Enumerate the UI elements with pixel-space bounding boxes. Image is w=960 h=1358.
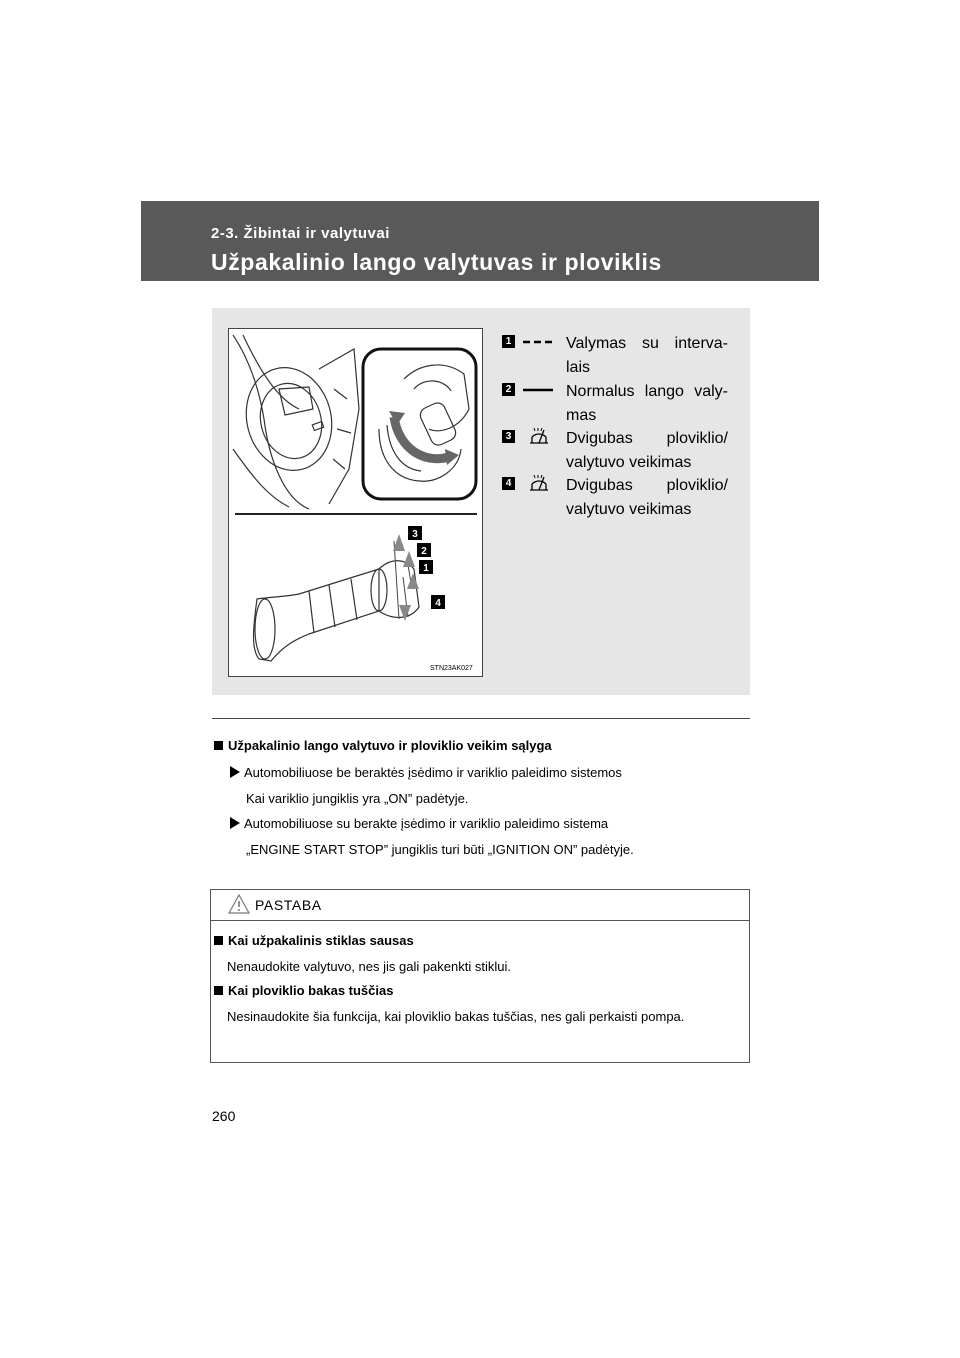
header-band xyxy=(141,201,819,281)
wiper-lever-illustration xyxy=(228,328,483,677)
conditions-heading xyxy=(214,738,552,753)
legend-text: Valymas su interva-lais xyxy=(566,335,728,376)
legend-text: Dvigubas ploviklio/ valytuvo veikimas xyxy=(566,430,728,471)
page-title: Užpakalinio lango valytuvas ir ploviklis xyxy=(211,249,662,275)
legend-number: 3 xyxy=(502,430,515,443)
conditions-heading-text: Užpakalinio lango valytuvo ir ploviklio veikim sąlyga xyxy=(228,738,552,753)
solid-line-normal-icon xyxy=(522,380,554,400)
legend-text: Normalus lango valy-mas xyxy=(566,383,728,424)
notice-heading-1 xyxy=(214,933,414,948)
notice-text-1: Nenaudokite valytuvo, nes jis gali pakenkti stiklui. xyxy=(227,959,511,974)
notice-heading-2 xyxy=(214,983,393,998)
section-divider xyxy=(212,718,750,719)
condition-detail-2: „ENGINE START STOP” jungiklis turi būti „IGNITION ON” padėtyje. xyxy=(246,842,634,857)
callout-3: 3 xyxy=(412,529,418,540)
condition-label: Automobiliuose be beraktės įsėdimo ir variklio paleidimo sistemos xyxy=(244,765,622,780)
washer-wiper-icon xyxy=(522,474,554,494)
legend-number: 1 xyxy=(502,335,515,348)
triangle-bullet-icon xyxy=(230,766,240,778)
condition-detail-1: Kai variklio jungiklis yra „ON” padėtyje. xyxy=(246,791,469,806)
figure-panel xyxy=(212,308,750,695)
notice-heading-text: Kai užpakalinis stiklas sausas xyxy=(228,933,414,948)
illustration-code: STN23AK027 xyxy=(430,665,473,672)
warning-triangle-icon xyxy=(228,894,250,914)
condition-label: Automobiliuose su berakte įsėdimo ir variklio paleidimo sistema xyxy=(244,816,609,831)
triangle-bullet-icon xyxy=(230,817,240,829)
section-label: 2-3. Žibintai ir valytuvai xyxy=(211,225,390,242)
notice-box xyxy=(210,889,750,1063)
square-bullet-icon xyxy=(214,986,223,995)
notice-header xyxy=(211,890,749,921)
page-number: 260 xyxy=(212,1108,236,1124)
callout-4: 4 xyxy=(435,598,441,609)
notice-title: PASTABA xyxy=(255,897,322,913)
washer-wiper-icon xyxy=(522,427,554,447)
condition-item-2 xyxy=(230,816,608,831)
dashed-line-intermittent-icon xyxy=(522,332,554,352)
illustration-drawing xyxy=(229,329,482,676)
legend-text: Dvigubas ploviklio/ valytuvo veikimas xyxy=(566,477,728,518)
square-bullet-icon xyxy=(214,936,223,945)
legend-number: 2 xyxy=(502,383,515,396)
callout-1: 1 xyxy=(423,563,429,574)
square-bullet-icon xyxy=(214,741,223,750)
callout-2: 2 xyxy=(421,546,427,557)
legend-number: 4 xyxy=(502,477,515,490)
notice-heading-text: Kai ploviklio bakas tuščias xyxy=(228,983,394,998)
condition-item-1 xyxy=(230,765,622,780)
notice-text-2: Nesinaudokite šia funkcija, kai ploviklio bakas tuščias, nes gali perkaisti pompa. xyxy=(227,1009,685,1024)
